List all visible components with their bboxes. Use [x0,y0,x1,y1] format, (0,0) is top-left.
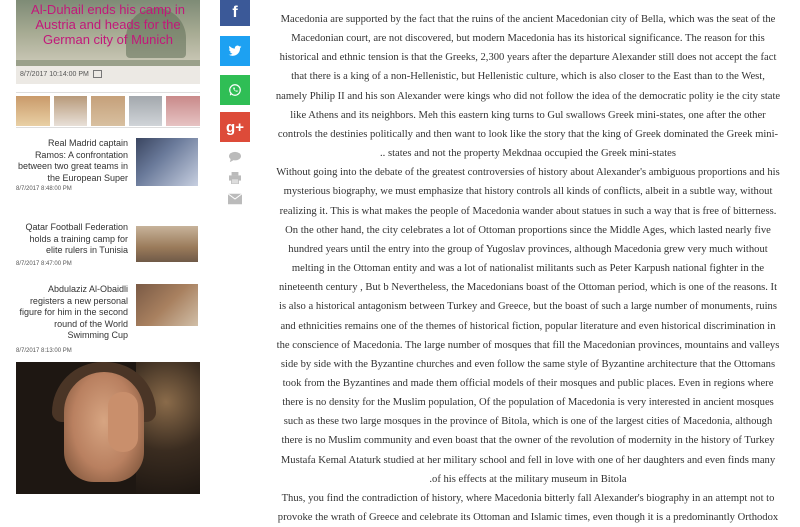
article-line: mysterious biography, we must emphasize that history controls all kinds of conflicts, albeit in a subtle way, without [283,186,773,198]
article-line: realizing it. This is what makes the people of Macedonia wander about statues in such a way that is free of bitterness. [279,205,777,217]
article-line: took from the Byzantines and made them official models of their mosques and public places. Even in regions where [282,377,774,389]
advertisement-banner[interactable] [16,362,200,494]
article-line: such as these two large mosques in the province of Bitola, which is one of the largest cities of Macedonia, although [283,416,773,428]
article-line: hundred years until the entry into the group of Yugoslav provinces, although Macedonia grew very much without [288,243,768,255]
article-line: Mustafa Kemal Ataturk studied at her military school and fell in love with one of her daughters and even finds many [280,454,776,466]
thumbnail-strip [16,92,200,128]
news-item-date: 8/7/2017 8:13:00 PM [16,348,72,354]
email-icon [228,193,242,205]
google-plus-share-button[interactable] [220,112,250,142]
article-line: Macedonian court, are not discovered, but modern Macedonia has its historical significance. The reason for this [291,33,765,45]
article-line: nineteenth century , But b Nevertheless, the Macedonians boast of the Ottoman period, which is one of the reasons. It [278,282,778,294]
twitter-icon [228,44,242,58]
twitter-share-button[interactable] [220,36,250,66]
article-line: Macedonia are supported by the fact that the ruins of the ancient Macedonian city of Bella, which was the seat of the [280,14,776,25]
calendar-icon [93,70,102,78]
article-line: and ethnicities remains one of the themes of historical fiction, popular literature and even historical discrimination in [280,320,776,332]
article-line: Without going into the debate of the greatest controversies of history about Alexander's ambiguous proportions and his [276,167,780,179]
news-item-image[interactable] [136,138,198,186]
facebook-share-button[interactable] [220,0,250,26]
thumbnail-5[interactable] [166,96,200,126]
print-button[interactable] [227,171,243,185]
article-line: .. states and not the property Mekdnaa occupied the Greek mini-states [380,148,676,160]
whatsapp-icon [228,83,242,97]
article-line: Thus, you find the contradiction of history, where Macedonia bitterly fall Alexander's biography in an attempt not to [281,492,775,504]
article-line: there is no density for the Muslim population, Of the population of Macedonia is very interested in ancient mosques [282,397,774,409]
article-line: the conscience of Macedonia. The large number of mosques that fill the Macedonian provinces, mountains and valleys [276,339,780,351]
news-item-image[interactable] [136,226,198,262]
article-body [268,10,788,527]
thumbnail-1[interactable] [16,96,50,126]
article-line: namely Philip II and his son Alexander were kings who did not follow the idea of the democratic polity ie the city state [275,90,781,102]
thumbnail-2[interactable] [54,96,88,126]
article-line: there is no Muslim community and even boast that the owner of the revolution of modernity in the history of Turkey [281,435,775,447]
news-item-title[interactable]: Abdulaziz Al-Obaidli registers a new personal figure for him in the second round of the World Swimming Cup [19,284,128,340]
news-item[interactable] [16,220,200,270]
article-line: .of his effects at the military museum in Bitola [429,473,627,485]
featured-news-meta [16,66,200,84]
news-item-image[interactable] [136,284,198,326]
news-item-title[interactable]: Real Madrid captain Ramos: A confrontation between two great teams in the European Super [17,138,128,183]
article-line: On the other hand, the city celebrates a lot of Ottoman proportions since the Middle Ages, which lasted nearly five [285,224,771,236]
google-plus-icon: g+ [226,118,244,136]
article-line: historical and ethnic tension is that the Greeks, 2,300 years after the departure Alexander still does not accept the fact [279,52,777,64]
featured-news-title[interactable]: Al-Duhail ends his camp in Austria and heads for the German city of Munich [31,2,185,47]
article-line: side by side with the Byzantine churches and even follow the same style of Byzantine architecture that the Ottomans [280,358,776,370]
featured-news-card[interactable] [16,0,200,84]
news-item[interactable] [16,138,200,194]
article-line: provoke the wrath of Greece and celebrate its Ottoman and Islamic times, even though it is a predominantly Orthodox [277,512,779,524]
print-icon [228,172,242,184]
featured-news-date: 8/7/2017 10:14:00 PM [20,71,89,78]
comment-icon [228,151,242,163]
whatsapp-share-button[interactable] [220,75,250,105]
article-line: is also a historical antagonism between Turkey and Greece, but the boast of such a large number of monuments, ruins [279,301,777,313]
thumbnail-4[interactable] [129,96,163,126]
news-item-title[interactable]: Qatar Football Federation holds a training camp for elite rulers in Tunisia [25,222,128,255]
news-item-date: 8/7/2017 8:48:00 PM [16,186,72,192]
article-line: melting in the Ottoman entity and was a lot of nationalist militants such as Peter Karpush national fighter in the [291,263,765,275]
article-line: like Athens and its neighbors. Meh this eastern king turns to Gul swallows Greek mini-states, one after the other [290,109,766,121]
article-line: that there is a king of a non-Hellenistic, but Hellenistic culture, which is also closer to the East than to the West, [291,71,765,83]
email-button[interactable] [227,192,243,206]
news-item[interactable] [16,284,200,358]
sidebar [16,0,200,506]
article-line: controls the destinies politically and then want to look like the story that the king of Greek dominated the Greek mini- [277,128,779,140]
thumbnail-3[interactable] [91,96,125,126]
news-item-date: 8/7/2017 8:47:00 PM [16,261,72,267]
comment-button[interactable] [227,150,243,164]
facebook-icon: f [232,4,238,21]
